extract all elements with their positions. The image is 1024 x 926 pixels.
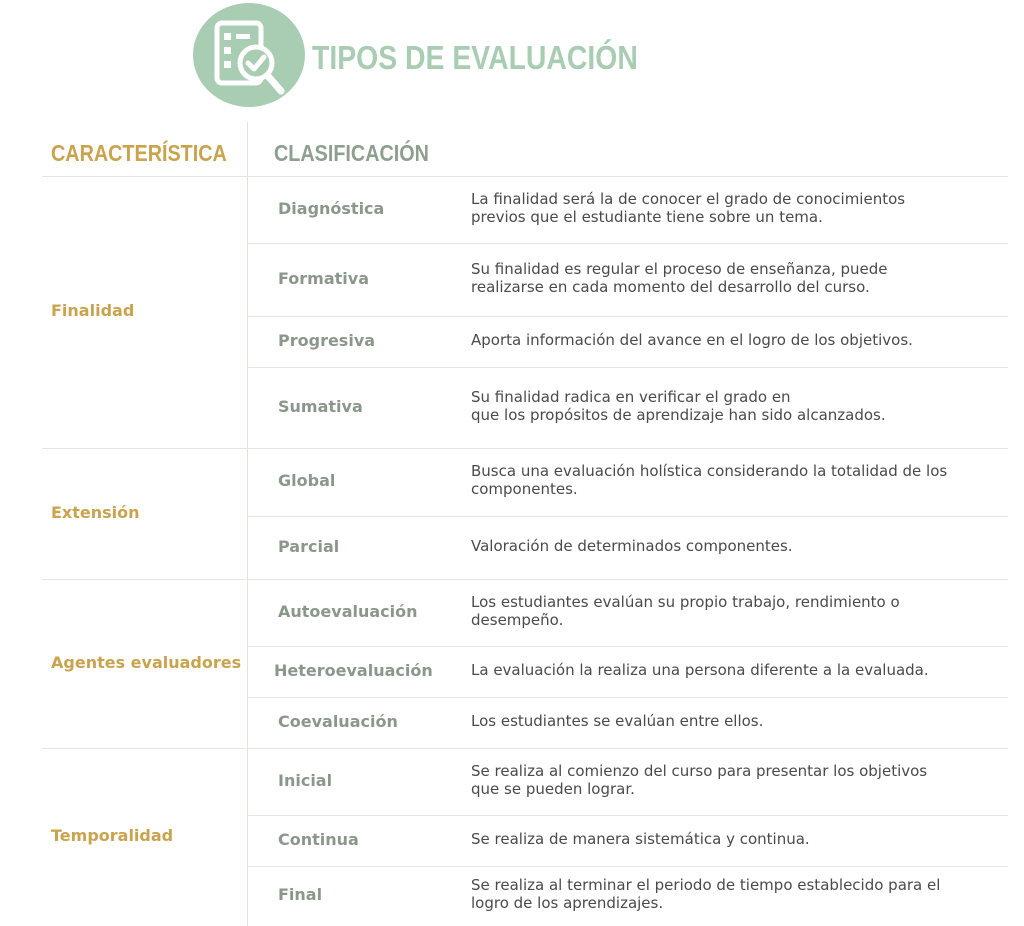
group-divider: [42, 448, 1008, 449]
classification-description: [471, 830, 981, 848]
description-line: realizarse en cada momento del desarrollo del curso.: [471, 277, 870, 296]
classification-label: Coevaluación: [278, 711, 398, 731]
row-divider: [248, 316, 1008, 317]
classification-description: [471, 462, 981, 498]
classification-description: [471, 762, 981, 798]
characteristic-label: Agentes evaluadores: [51, 652, 242, 672]
page-title: TIPOS DE EVALUACIÓN: [312, 39, 638, 76]
row-divider: [248, 646, 1008, 647]
classification-label: Autoevaluación: [278, 601, 418, 621]
characteristic-label: Temporalidad: [51, 826, 174, 845]
classification-label: Progresiva: [278, 330, 376, 350]
description-line: Los estudiantes evalúan su propio trabajo, rendimiento o: [471, 592, 900, 611]
description-line: Se realiza al comienzo del curso para presentar los objetivos: [471, 761, 928, 780]
description-line: logro de los aprendizajes.: [471, 894, 664, 912]
classification-label: Diagnóstica: [278, 198, 385, 218]
classification-description: [471, 537, 981, 555]
checklist-search-icon: [193, 3, 305, 107]
description-line: Los estudiantes se evalúan entre ellos.: [471, 711, 764, 730]
group-divider: [42, 748, 1008, 749]
classification-description: [471, 593, 981, 629]
description-line: La evaluación la realiza una persona diferente a la evaluada.: [471, 660, 929, 679]
classification-label: Inicial: [278, 770, 333, 790]
classification-label: Continua: [278, 829, 359, 849]
characteristic-label: Extensión: [51, 502, 140, 522]
classification-description: [471, 661, 981, 679]
description-line: desempeño.: [471, 610, 564, 629]
column-header-classification: CLASIFICACIÓN: [274, 140, 429, 166]
description-line: La finalidad será la de conocer el grado de conocimientos: [471, 189, 906, 208]
classification-description: [471, 260, 981, 296]
description-line: Valoración de determinados componentes.: [471, 536, 793, 555]
description-line: Se realiza de manera sistemática y continua.: [471, 829, 810, 848]
characteristic-label: Finalidad: [51, 301, 135, 320]
classification-label: Parcial: [278, 536, 340, 556]
description-line: componentes.: [471, 480, 578, 498]
description-line: Su finalidad radica en verificar el grado en: [471, 387, 791, 406]
classification-description: [471, 712, 981, 730]
description-line: que se pueden lograr.: [471, 779, 635, 798]
column-header-characteristic: CARACTERÍSTICA: [51, 140, 227, 166]
row-divider: [248, 866, 1008, 867]
classification-label: Final: [278, 885, 323, 904]
row-divider: [248, 815, 1008, 816]
classification-label: Global: [278, 471, 336, 490]
row-divider: [248, 367, 1008, 368]
description-line: Su finalidad es regular el proceso de enseñanza, puede: [471, 259, 888, 278]
classification-description: [471, 331, 981, 349]
description-line: Se realiza al terminar el periodo de tiempo establecido para el: [471, 876, 941, 894]
classification-description: [471, 876, 981, 912]
row-divider: [248, 516, 1008, 517]
row-divider: [248, 243, 1008, 244]
description-line: Busca una evaluación holística considerando la totalidad de los: [471, 462, 948, 480]
group-divider: [42, 579, 1008, 580]
classification-description: [471, 190, 981, 226]
classification-label: Formativa: [278, 268, 369, 288]
description-line: Aporta información del avance en el logro de los objetivos.: [471, 330, 913, 349]
classification-label: Heteroevaluación: [274, 660, 433, 680]
classification-description: [471, 388, 981, 424]
classification-label: Sumativa: [278, 396, 363, 416]
row-divider: [248, 697, 1008, 698]
header-divider: [42, 176, 1008, 177]
description-line: previos que el estudiante tiene sobre un tema.: [471, 207, 823, 226]
description-line: que los propósitos de aprendizaje han sido alcanzados.: [471, 405, 886, 424]
